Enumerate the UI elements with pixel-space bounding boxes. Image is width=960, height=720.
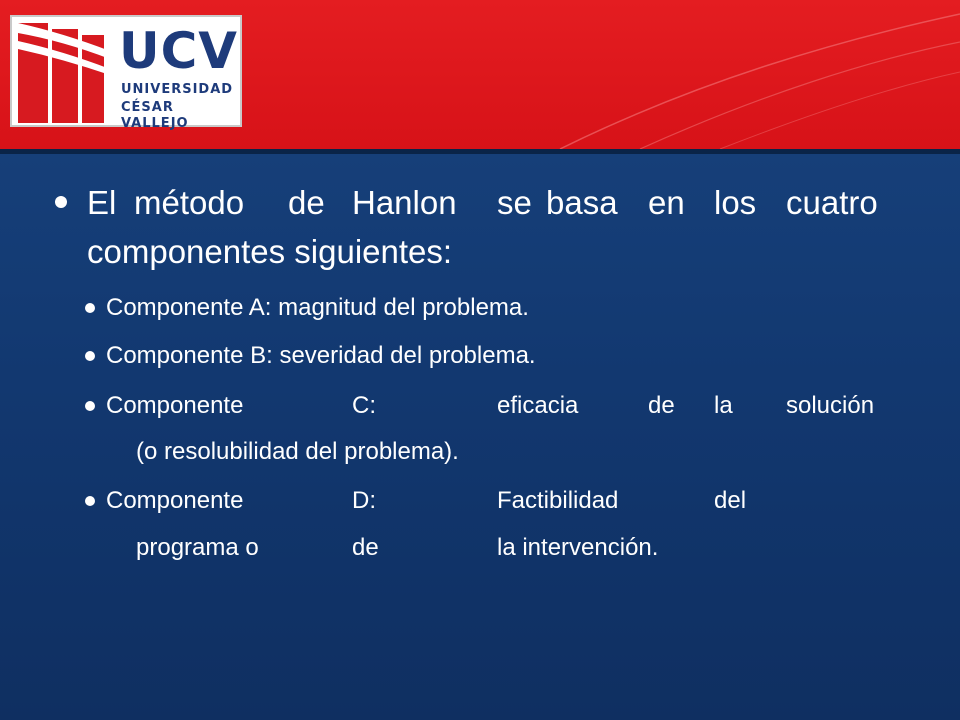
sub-d-line2-word: de [352, 534, 379, 561]
logo-name-line2: CÉSAR VALLEJO [121, 100, 189, 131]
header-band [0, 0, 960, 149]
main-word: de [288, 184, 325, 221]
ucv-logo [10, 15, 242, 131]
sub-c-word: eficacia [497, 392, 579, 419]
main-word: cuatro [786, 184, 878, 221]
sub-d-word: Factibilidad [497, 487, 619, 514]
bullet-icon [85, 351, 95, 361]
sub-c-word: Componente [106, 392, 244, 419]
sub-c-line2: (o resolubilidad del problema). [136, 438, 459, 465]
bullet-icon [85, 401, 95, 411]
sub-d-word: D: [352, 487, 376, 514]
ucv-emblem-icon [18, 23, 114, 123]
sub-d-word: del [714, 487, 747, 514]
bullet-icon [85, 496, 95, 506]
logo-name-line1: UNIVERSIDAD [121, 82, 234, 97]
sub-bullet-a: Componente A: magnitud del problema. [106, 294, 529, 321]
main-word: se [497, 184, 532, 221]
main-word: basa [546, 184, 618, 221]
sub-c-word: la [714, 392, 733, 419]
sub-d-line2-word: la intervención. [497, 534, 659, 561]
sub-c-word: C: [352, 392, 376, 419]
sub-d-line2-word: programa o [136, 534, 259, 561]
sub-c-word: solución [786, 392, 875, 419]
main-word: los [714, 184, 757, 221]
logo-acronym: UCV [119, 22, 238, 80]
main-word: en [648, 184, 685, 221]
sub-bullet-b: Componente B: severidad del problema. [106, 342, 536, 369]
main-word: El [87, 184, 117, 221]
main-word: método [134, 184, 245, 221]
sub-d-word: Componente [106, 487, 244, 514]
main-word: Hanlon [352, 184, 457, 221]
sub-c-word: de [648, 392, 675, 419]
bullet-icon [55, 196, 67, 208]
main-bullet-line2: componentes siguientes: [87, 233, 453, 270]
bullet-icon [85, 303, 95, 313]
